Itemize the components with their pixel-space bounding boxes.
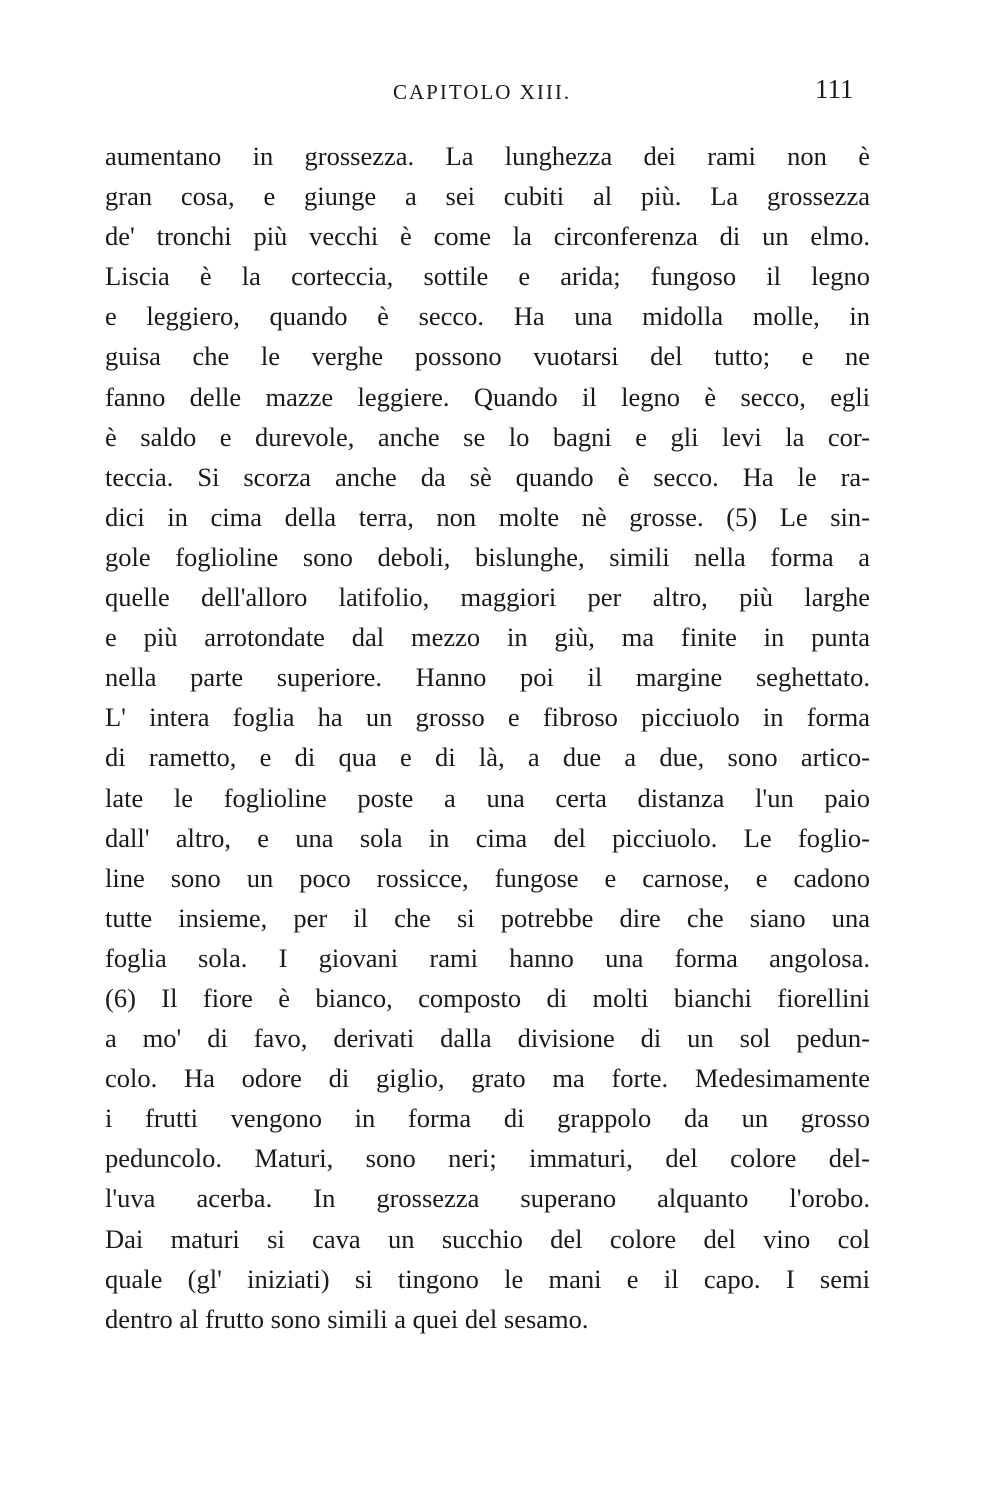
- text-line: e leggiero, quando è secco. Ha una midolla molle, in: [105, 301, 870, 332]
- text-line: (6) Il fiore è bianco, composto di molti bianchi fiorellini: [105, 982, 870, 1013]
- text-line: teccia. Si scorza anche da sè quando è secco. Ha le ra-: [105, 461, 870, 492]
- running-head: [0, 72, 1000, 112]
- text-line: line sono un poco rossicce, fungose e carnose, e cadono: [105, 862, 870, 893]
- text-line: fanno delle mazze leggiere. Quando il legno è secco, egli: [105, 381, 870, 412]
- text-line: gole foglioline sono deboli, bislunghe, simili nella forma a: [105, 541, 870, 572]
- text-line: dall' altro, e una sola in cima del picciuolo. Le fogliо-: [105, 822, 870, 853]
- text-line: guisa che le verghe possono vuotarsi del tutto; e ne: [105, 341, 870, 372]
- text-line: nella parte superiore. Hanno poi il margine seghettato.: [105, 662, 870, 693]
- text-line: peduncolo. Maturi, sono neri; immaturi, del colore del-: [105, 1143, 870, 1174]
- text-line: e più arrotondate dal mezzo in giù, ma finite in punta: [105, 622, 870, 653]
- text-line: aumentano in grossezza. La lunghezza dei rami non è: [105, 141, 870, 171]
- text-line: è saldo e durevole, anche se lo bagni e gli levi la cor-: [105, 421, 870, 452]
- text-line: a mo' di favo, derivati dalla divisione di un sol pedun-: [105, 1023, 870, 1054]
- body-text: [105, 136, 870, 1339]
- text-line: di rametto, e di qua e di là, a due a due, sono artico-: [105, 742, 870, 773]
- text-line: L' intera foglia ha un grosso e fibroso picciuolo in forma: [105, 702, 870, 733]
- text-line: dentro al frutto sono simili a quei del sesamo.: [105, 1303, 589, 1334]
- text-line: l'uva acerba. In grossezza superano alquanto l'orobo.: [105, 1183, 870, 1214]
- text-line: de' tronchi più vecchi è come la circonferenza di un elmo.: [105, 221, 870, 252]
- text-line: dici in cima della terra, non molte nè grosse. (5) Le sin-: [105, 501, 870, 532]
- text-line: Liscia è la corteccia, sottile e arida; fungoso il legno: [105, 261, 870, 292]
- chapter-title: CAPITOLO XIII.: [393, 80, 572, 104]
- text-line: quelle dell'alloro latifolio, maggiori per altro, più larghe: [105, 582, 870, 613]
- text-line: colo. Ha odore di giglio, grato ma forte. Medesimamente: [105, 1063, 870, 1094]
- text-line: i frutti vengono in forma di grappolo da un grosso: [105, 1103, 870, 1134]
- text-line: Dai maturi si cava un succhio del colore del vino col: [105, 1223, 870, 1254]
- text-line: gran cosa, e giunge a sei cubiti al più. La grossezza: [105, 181, 870, 212]
- text-line: tutte insieme, per il che si potrebbe dire che siano una: [105, 902, 870, 933]
- page-number: 111: [815, 74, 854, 104]
- text-line: quale (gl' iniziati) si tingono le mani e il capo. I semi: [105, 1263, 870, 1294]
- text-line: late le foglioline poste a una certa distanza l'un paio: [105, 782, 870, 813]
- text-line: foglia sola. I giovani rami hanno una forma angolosa.: [105, 942, 870, 973]
